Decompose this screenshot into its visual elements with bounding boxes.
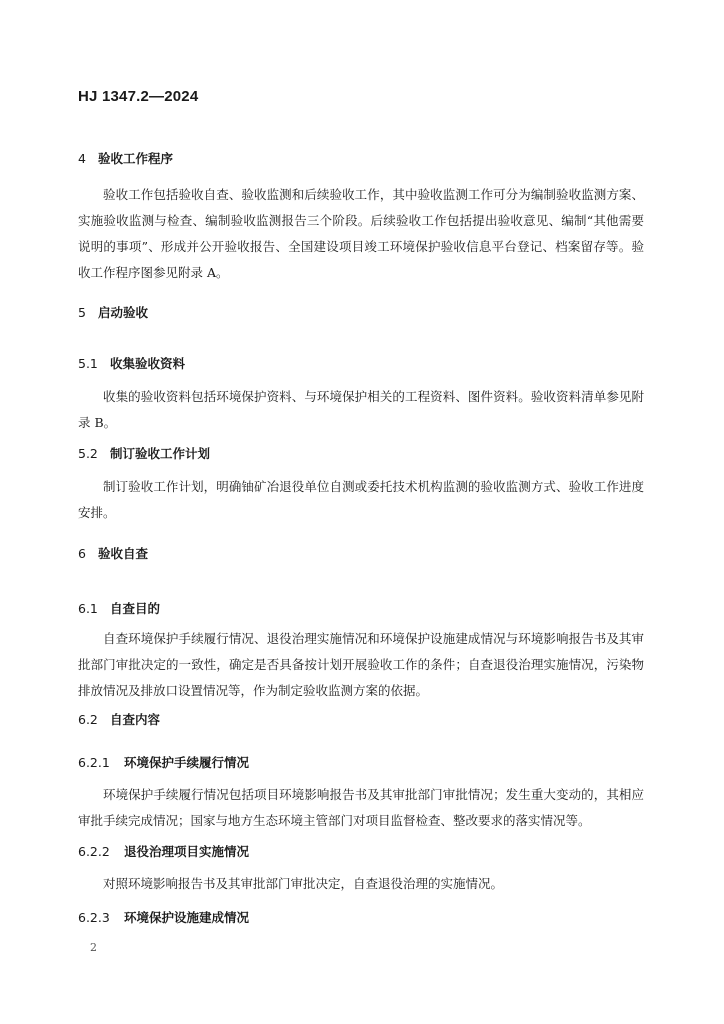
heading-title: 环境保护手续履行情况: [124, 755, 250, 770]
heading-number: 6: [78, 546, 86, 561]
heading-6: [78, 544, 148, 562]
heading-title: 自查内容: [110, 712, 161, 727]
paragraph-4: 验收工作包括验收自查、验收监测和后续验收工作，其中验收监测工作可分为编制验收监测方案、实施验收监测与检查、编制验收监测报告三个阶段。后续验收工作包括提出验收意见、编制“其他需要说明的事项”、形成并公开验收报告、全国建设项目竣工环境保护验收信息平台登记、档案留存等。验收工作程序图参见附录 A。: [78, 187, 644, 280]
heading-5: [78, 303, 148, 321]
heading-4: [78, 149, 173, 167]
heading-title: 自查目的: [110, 601, 161, 616]
heading-title: 启动验收: [98, 305, 149, 320]
paragraph-6-1: 自查环境保护手续履行情况、退役治理实施情况和环境保护设施建成情况与环境影响报告书及其审批部门审批决定的一致性，确定是否具备按计划开展验收工作的条件；自查退役治理实施情况，污染物排放情况及排放口设置情况等，作为制定验收监测方案的依据。: [78, 631, 644, 698]
standard-code: HJ 1347.2—2024: [78, 88, 199, 105]
heading-number: 5.1: [78, 356, 98, 371]
paragraph-5-1: 收集的验收资料包括环境保护资料、与环境保护相关的工程资料、图件资料。验收资料清单参见附录 B。: [78, 389, 644, 430]
heading-5-2: [78, 444, 210, 462]
heading-title: 制订验收工作计划: [110, 446, 211, 461]
heading-title: 收集验收资料: [110, 356, 186, 371]
heading-number: 4: [78, 151, 86, 166]
heading-number: 6.2.3: [78, 910, 110, 925]
heading-5-1: [78, 354, 185, 372]
heading-6-2-3: [78, 908, 249, 926]
heading-number: 5: [78, 305, 86, 320]
paragraph-6-2-2: 对照环境影响报告书及其审批部门审批决定，自查退役治理的实施情况。: [103, 876, 504, 891]
heading-6-2: [78, 710, 160, 728]
heading-number: 6.1: [78, 601, 98, 616]
heading-6-1: [78, 599, 160, 617]
paragraph-6-2-1: 环境保护手续履行情况包括项目环境影响报告书及其审批部门审批情况；发生重大变动的，其相应审批手续完成情况；国家与地方生态环境主管部门对项目监督检查、整改要求的落实情况等。: [78, 787, 644, 828]
heading-title: 退役治理项目实施情况: [124, 844, 250, 859]
page-number: 2: [90, 941, 97, 954]
paragraph-5-2: 制订验收工作计划，明确铀矿冶退役单位自测或委托技术机构监测的验收监测方式、验收工作进度安排。: [78, 479, 644, 520]
heading-number: 6.2: [78, 712, 98, 727]
heading-title: 验收自查: [98, 546, 149, 561]
heading-6-2-1: [78, 753, 249, 771]
heading-number: 6.2.2: [78, 844, 110, 859]
heading-number: 6.2.1: [78, 755, 110, 770]
heading-number: 5.2: [78, 446, 98, 461]
heading-title: 验收工作程序: [98, 151, 174, 166]
heading-title: 环境保护设施建成情况: [124, 910, 250, 925]
heading-6-2-2: [78, 842, 249, 860]
